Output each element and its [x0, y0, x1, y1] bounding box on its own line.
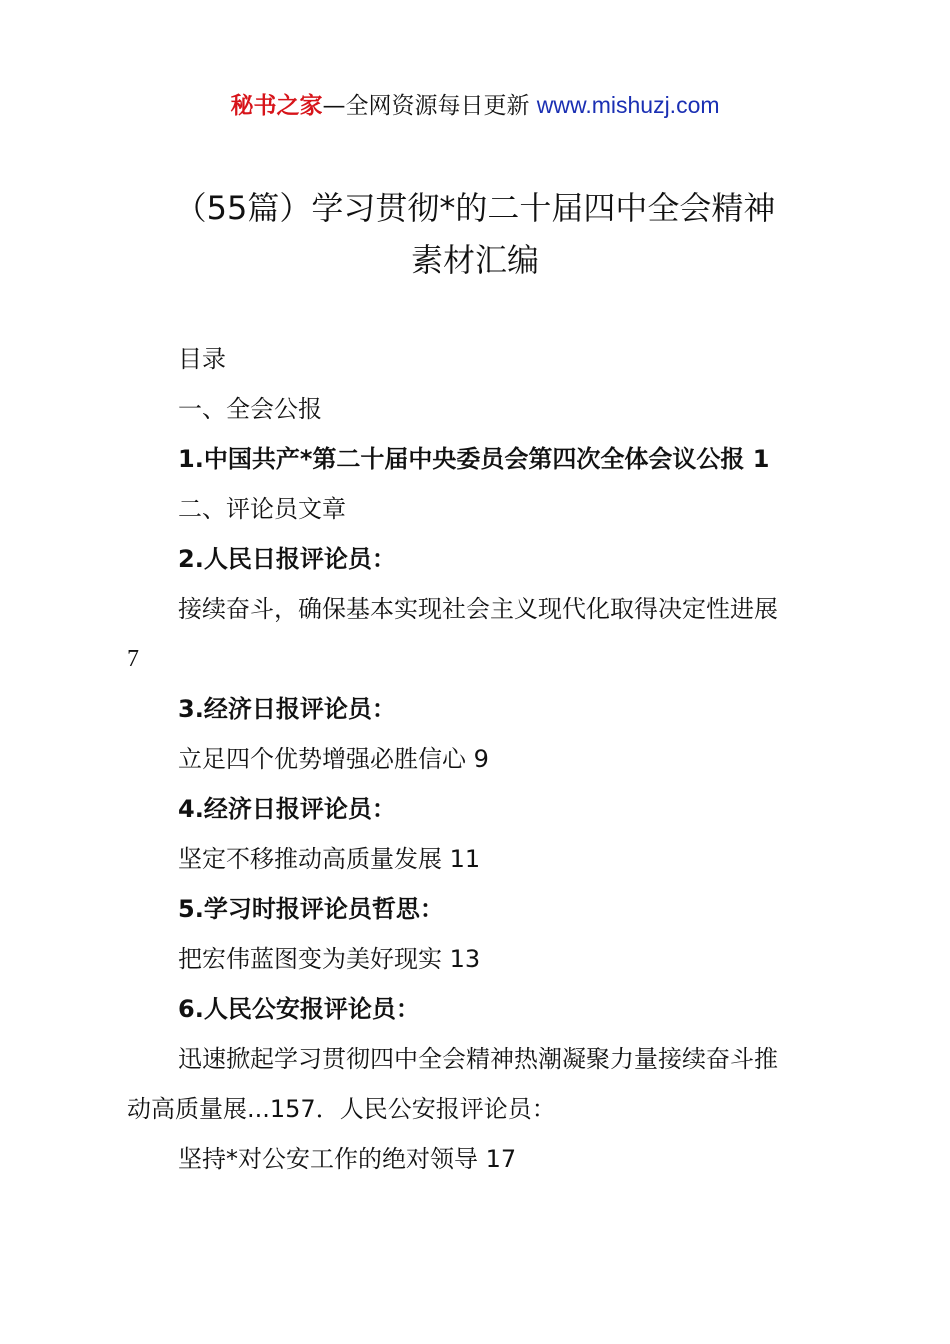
toc-item-6-label: 6.人民公安报评论员：	[178, 995, 420, 1023]
brand-name: 秘书之家	[230, 93, 323, 119]
title-line-2: 素材汇编	[410, 241, 539, 279]
toc-item-5-label: 5.学习时报评论员哲思：	[178, 895, 444, 923]
toc-item-5-title: 把宏伟蓝图变为美好现实 13	[178, 945, 481, 973]
toc-item-6-title-cont: 动高质量展...157．人民公安报评论员：	[127, 1095, 556, 1123]
toc-item-2-page: 7	[127, 646, 139, 672]
toc-item-7-title: 坚持*对公安工作的绝对领导 17	[178, 1145, 517, 1173]
toc-item-3-title: 立足四个优势增强必胜信心 9	[178, 745, 489, 773]
toc-section-1: 一、全会公报	[178, 395, 322, 423]
site-header	[0, 88, 950, 123]
toc-item-2-title: 接续奋斗，确保基本实现社会主义现代化取得决定性进展	[178, 595, 778, 623]
toc-item-4-title: 坚定不移推动高质量发展 11	[178, 845, 481, 873]
toc-item-6-title: 迅速掀起学习贯彻四中全会精神热潮凝聚力量接续奋斗推	[178, 1045, 778, 1073]
title-line-1: （55篇）学习贯彻*的二十届四中全会精神	[174, 189, 776, 227]
toc-item-3-label: 3.经济日报评论员：	[178, 695, 396, 723]
table-of-contents	[127, 334, 837, 1184]
toc-item-1: 1.中国共产*第二十届中央委员会第四次全体会议公报 1	[178, 445, 770, 473]
toc-item-4-label: 4.经济日报评论员：	[178, 795, 396, 823]
document-title	[120, 182, 830, 286]
toc-item-2-label: 2.人民日报评论员：	[178, 545, 396, 573]
toc-heading: 目录	[178, 345, 226, 373]
site-url-link[interactable]: www.mishuzj.com	[536, 92, 720, 118]
toc-section-2: 二、评论员文章	[178, 495, 346, 523]
header-slogan: —全网资源每日更新	[322, 93, 537, 119]
